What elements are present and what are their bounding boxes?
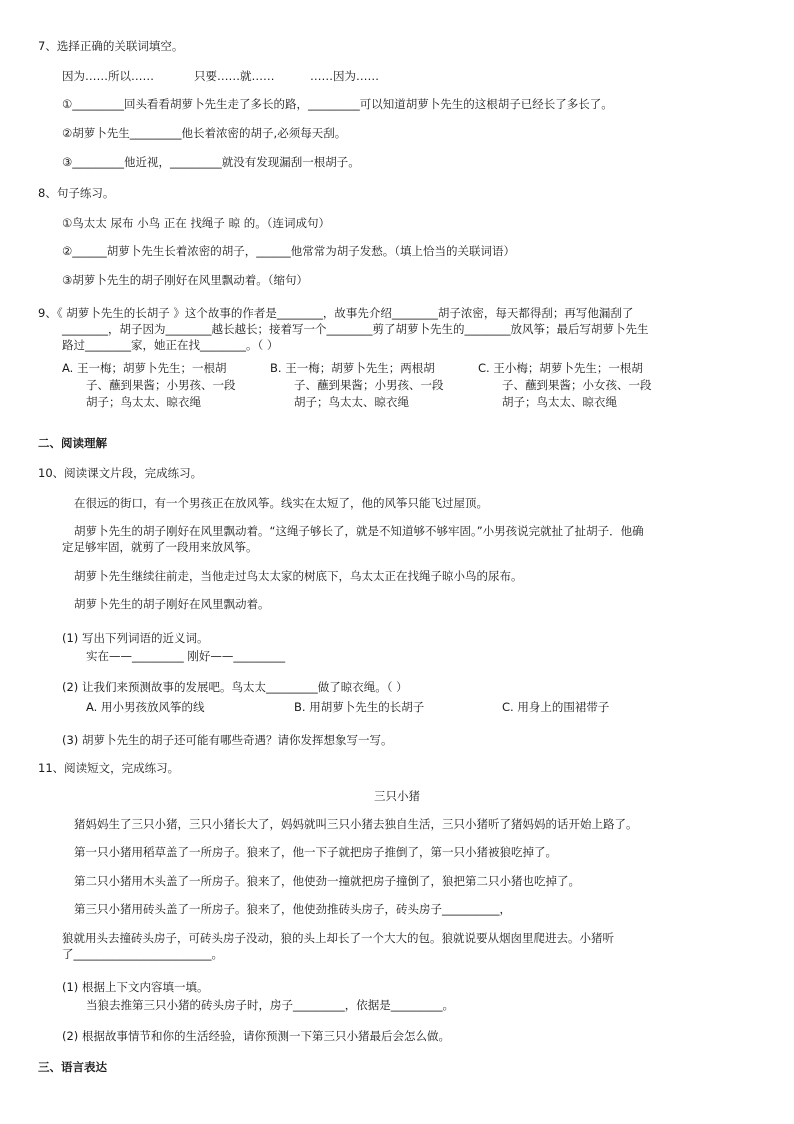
q7-choice-1: 因为……所以…… xyxy=(62,69,154,83)
q11-paragraph-4: 第三只小猪用砖头盖了一所房子。狼来了，他使劲推砖头房子，砖头房子__________， xyxy=(74,902,511,916)
q10-paragraph-3: 胡萝卜先生继续往前走，当他走过鸟太太家的树底下，乌太太正在找绳子晾小鸟的尿布。 xyxy=(74,569,523,583)
q7-choice-3: ……因为…… xyxy=(310,69,379,83)
q9-option-c-line-2: 子、蘸到果酱；小女孩、一段 xyxy=(502,378,652,392)
q9-option-a-line-1: A. 王一梅；胡萝卜先生；一根胡 xyxy=(62,361,227,375)
q9-option-a-line-2: 子、蘸到果酱；小男孩、一段 xyxy=(86,378,236,392)
q9-option-c-line-3: 胡子；鸟太太、晾衣绳 xyxy=(502,395,617,409)
q11-paragraph-5b: 了________________________。 xyxy=(62,947,223,961)
story-title: 三只小猪 xyxy=(374,789,420,803)
q10-sub-1-blanks: 实在——_________ 刚好——_________ xyxy=(86,649,286,663)
section-2-title: 二、阅读理解 xyxy=(38,436,107,450)
q10-sub-2-option-a: A. 用小男孩放风筝的线 xyxy=(86,700,205,714)
q10-title: 10、阅读课文片段，完成练习。 xyxy=(38,466,203,480)
q7-item-3: ③_________他近视，_________就没有发现漏刮一根胡子。 xyxy=(62,155,360,169)
q7-choice-2: 只要……就…… xyxy=(194,69,275,83)
q11-sub-1-blanks: 当狼去推第三只小猪的砖头房子时，房子_________，依据是_________。 xyxy=(86,998,454,1012)
q9-option-b-line-3: 胡子；鸟太太、晾衣绳 xyxy=(294,395,409,409)
q11-title: 11、阅读短文，完成练习。 xyxy=(38,761,180,775)
q11-paragraph-3: 第二只小猪用木头盖了一所房子。狼来了，他使劲一撞就把房子撞倒了，狼把第二只小猪也吃掉了。 xyxy=(74,874,580,888)
q11-sub-2: (2) 根据故事情节和你的生活经验，请你预测一下第三只小猪最后会怎么做。 xyxy=(62,1029,450,1043)
q9-line-2: ________，胡子因为________越长越长；接着写一个________剪了胡萝卜先生的________放风筝；最后写胡萝卜先生 xyxy=(62,322,649,336)
q11-paragraph-5a: 狼就用头去撞砖头房子，可砖头房子没动，狼的头上却长了一个大大的包。狼就说要从烟囱里爬进去。小猪听 xyxy=(62,931,614,945)
q7-title: 7、选择正确的关联词填空。 xyxy=(38,39,184,53)
q10-paragraph-2b: 定足够牢固，就剪了一段用来放风筝。 xyxy=(62,540,258,554)
q9-option-b xyxy=(270,360,444,411)
q8-item-2: ②______胡萝卜先生长着浓密的胡子，______他常常为胡子发愁。（填上恰当的关联词语） xyxy=(62,244,516,258)
q11-paragraph-1: 猪妈妈生了三只小猪，三只小猪长大了，妈妈就叫三只小猪去独自生活，三只小猪听了猪妈妈的话开始上路了。 xyxy=(74,817,638,831)
q7-item-2: ②胡萝卜先生_________他长着浓密的胡子,必须每天刮。 xyxy=(62,126,347,140)
q7-item-1: ①_________回头看看胡萝卜先生走了多长的路，_________可以知道胡萝卜先生的这根胡子已经长了多长了。 xyxy=(62,97,613,111)
q10-sub-2-option-b: B. 用胡萝卜先生的长胡子 xyxy=(294,700,425,714)
q9-line-3: 路过________家，她正在找________。（ ） xyxy=(62,338,279,352)
q9-option-b-line-1: B. 王一梅；胡萝卜先生；两根胡 xyxy=(270,361,435,375)
q11-paragraph-2: 第一只小猪用稻草盖了一所房子。狼来了，他一下子就把房子推倒了，第一只小猪被狼吃掉了。 xyxy=(74,845,557,859)
q8-item-3: ③胡萝卜先生的胡子刚好在风里飘动着。（缩句） xyxy=(62,273,309,287)
q10-paragraph-4: 胡萝卜先生的胡子刚好在风里飘动着。 xyxy=(74,597,270,611)
q10-paragraph-2a: 胡萝卜先生的胡子刚好在风里飘动着。“这绳子够长了，就是不知道够不够牢固。”小男孩说完就扯了扯胡子．他确 xyxy=(74,524,644,538)
q9-option-a xyxy=(62,360,236,411)
q8-item-1: ①鸟太太 尿布 小鸟 正在 找绳子 晾 的。（连词成句） xyxy=(62,216,330,230)
q8-title: 8、句子练习。 xyxy=(38,186,115,200)
q9-option-b-line-2: 子、蘸到果酱；小男孩、一段 xyxy=(294,378,444,392)
q10-sub-2-option-c: C. 用身上的围裙带子 xyxy=(502,700,610,714)
q9-option-c xyxy=(478,360,652,411)
q10-sub-2: (2) 让我们来预测故事的发展吧。鸟太太_________做了晾衣绳。（ ） xyxy=(62,680,408,694)
q9-line-1: 9、《 胡萝卜先生的长胡子 》这个故事的作者是________，故事先介绍________胡子浓密，每天都得刮；再写他漏刮了 xyxy=(38,306,634,320)
section-3-title: 三、语言表达 xyxy=(38,1060,107,1074)
q10-paragraph-1: 在很远的街口，有一个男孩正在放风筝。线实在太短了，他的风筝只能飞过屋顶。 xyxy=(74,496,488,510)
q10-sub-3: (3) 胡萝卜先生的胡子还可能有哪些奇遇？请你发挥想象写一写。 xyxy=(62,733,393,747)
q10-sub-1: (1) 写出下列词语的近义词。 xyxy=(62,631,209,645)
q9-option-a-line-3: 胡子；鸟太太、晾衣绳 xyxy=(86,395,201,409)
q9-option-c-line-1: C. 王小梅；胡萝卜先生；一根胡 xyxy=(478,361,643,375)
q11-sub-1: (1) 根据上下文内容填一填。 xyxy=(62,980,209,994)
